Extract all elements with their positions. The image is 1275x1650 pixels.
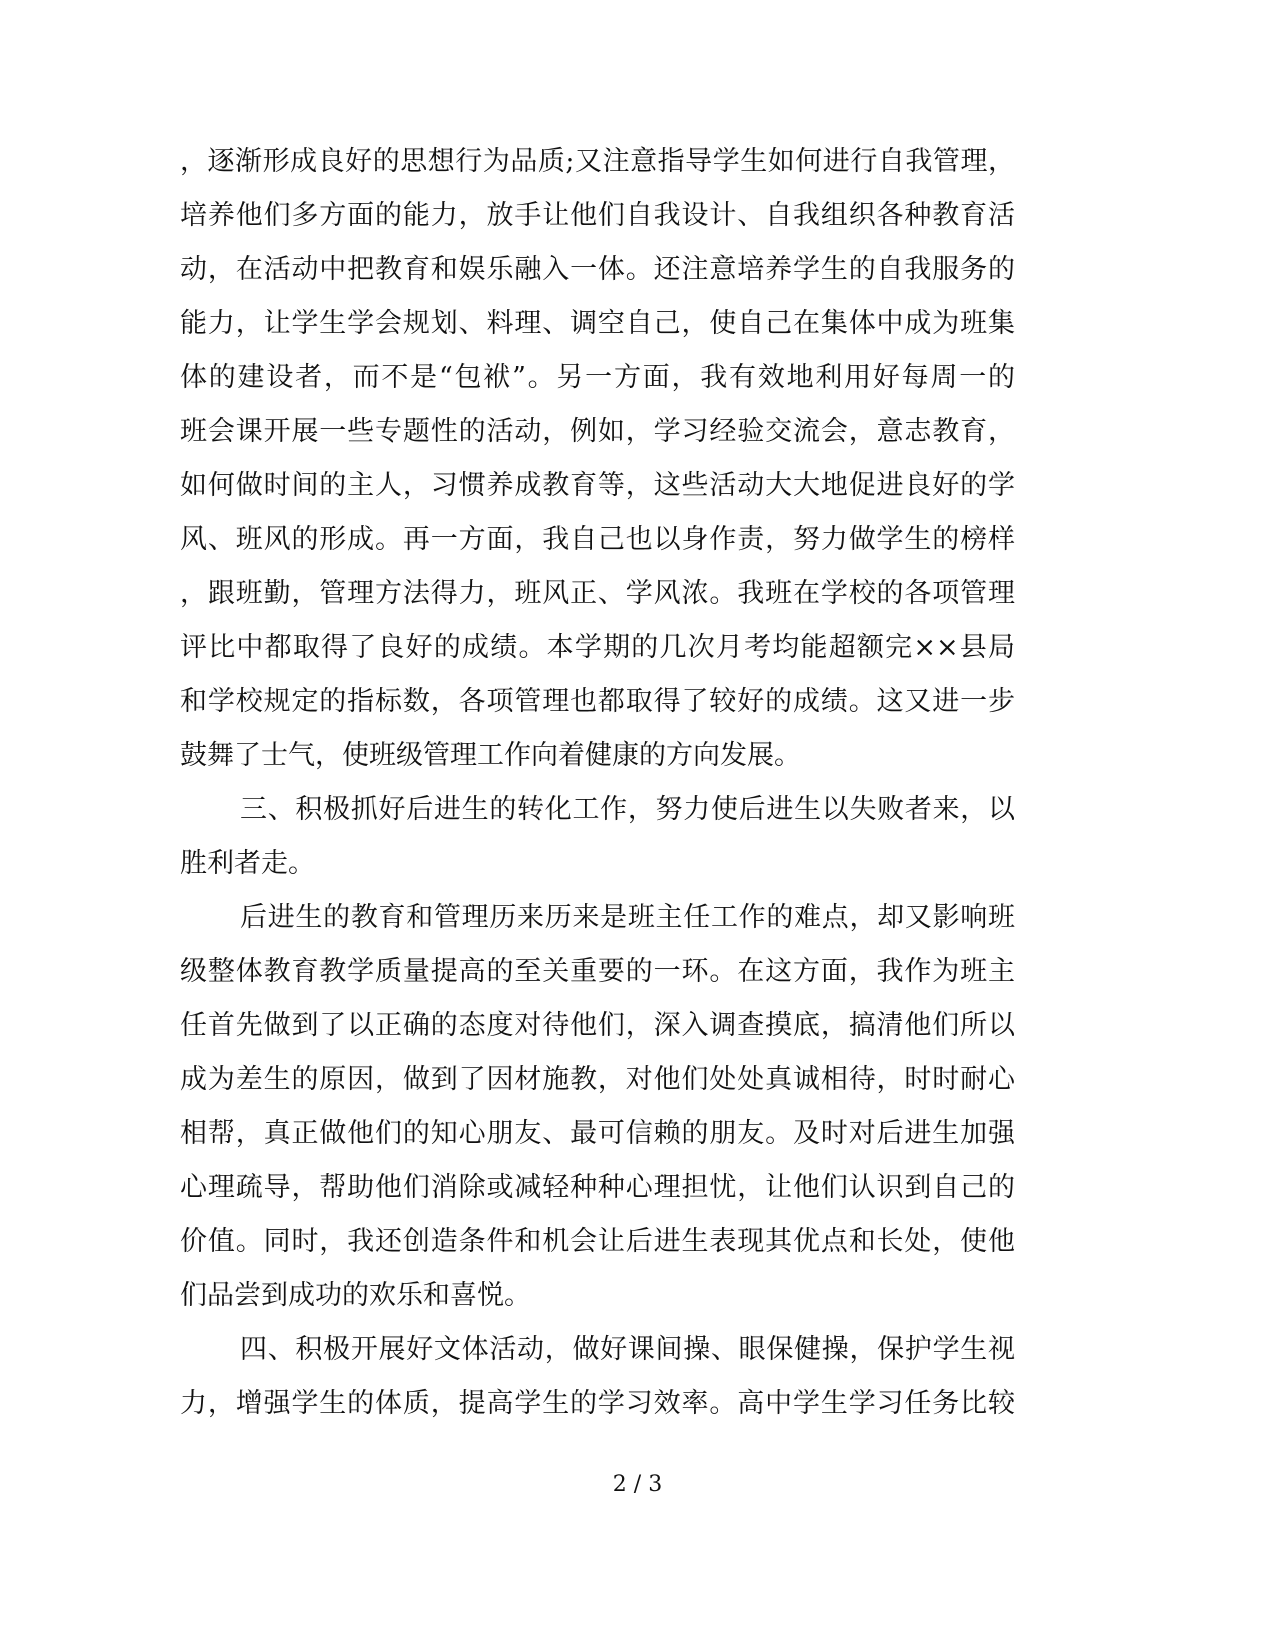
text-line: 心理疏导，帮助他们消除或减轻种种心理担忧，让他们认识到自己的 <box>180 1172 1015 1203</box>
text-line: 胜利者走。 <box>180 848 315 879</box>
paragraph-underachievers <box>180 891 1015 1323</box>
section-heading-three <box>180 783 1015 891</box>
text-line: 和学校规定的指标数，各项管理也都取得了较好的成绩。这又进一步 <box>180 686 1015 717</box>
text-line: 评比中都取得了良好的成绩。本学期的几次月考均能超额完××县局 <box>180 632 1015 663</box>
text-line: 相帮，真正做他们的知心朋友、最可信赖的朋友。及时对后进生加强 <box>180 1118 1015 1149</box>
text-line: 班会课开展一些专题性的活动，例如，学习经验交流会，意志教育， <box>180 416 1015 447</box>
text-line: 风、班风的形成。再一方面，我自己也以身作责，努力做学生的榜样 <box>180 524 1015 555</box>
text-line: 能力，让学生学会规划、料理、调空自己，使自己在集体中成为班集 <box>180 308 1015 339</box>
text-line: 体的建设者，而不是“包袱”。另一方面，我有效地利用好每周一的 <box>180 362 1015 393</box>
text-line: 任首先做到了以正确的态度对待他们，深入调查摸底，搞清他们所以 <box>180 1010 1015 1041</box>
page-number: 2 / 3 <box>612 1472 663 1497</box>
paragraph-continuation <box>180 135 1015 783</box>
document-body <box>180 135 1015 1431</box>
text-line: 后进生的教育和管理历来历来是班主任工作的难点，却又影响班 <box>240 902 1015 933</box>
text-line: 培养他们多方面的能力，放手让他们自我设计、自我组织各种教育活 <box>180 200 1015 231</box>
text-line: 级整体教育教学质量提高的至关重要的一环。在这方面，我作为班主 <box>180 956 1015 987</box>
text-line: ，跟班勤，管理方法得力，班风正、学风浓。我班在学校的各项管理 <box>180 578 1015 609</box>
text-line: 力，增强学生的体质，提高学生的学习效率。高中学生学习任务比较 <box>180 1388 1015 1419</box>
text-line: 三、积极抓好后进生的转化工作，努力使后进生以失败者来，以 <box>240 794 1015 825</box>
text-line: 价值。同时，我还创造条件和机会让后进生表现其优点和长处，使他 <box>180 1226 1015 1257</box>
section-heading-four <box>180 1323 1015 1431</box>
text-line: 动，在活动中把教育和娱乐融入一体。还注意培养学生的自我服务的 <box>180 254 1015 285</box>
text-line: 们品尝到成功的欢乐和喜悦。 <box>180 1280 531 1311</box>
text-line: 四、积极开展好文体活动，做好课间操、眼保健操，保护学生视 <box>240 1334 1015 1365</box>
text-line: ，逐渐形成良好的思想行为品质;又注意指导学生如何进行自我管理， <box>180 146 1015 177</box>
text-line: 成为差生的原因，做到了因材施教，对他们处处真诚相待，时时耐心 <box>180 1064 1015 1095</box>
text-line: 鼓舞了士气，使班级管理工作向着健康的方向发展。 <box>180 740 801 771</box>
text-line: 如何做时间的主人，习惯养成教育等，这些活动大大地促进良好的学 <box>180 470 1015 501</box>
